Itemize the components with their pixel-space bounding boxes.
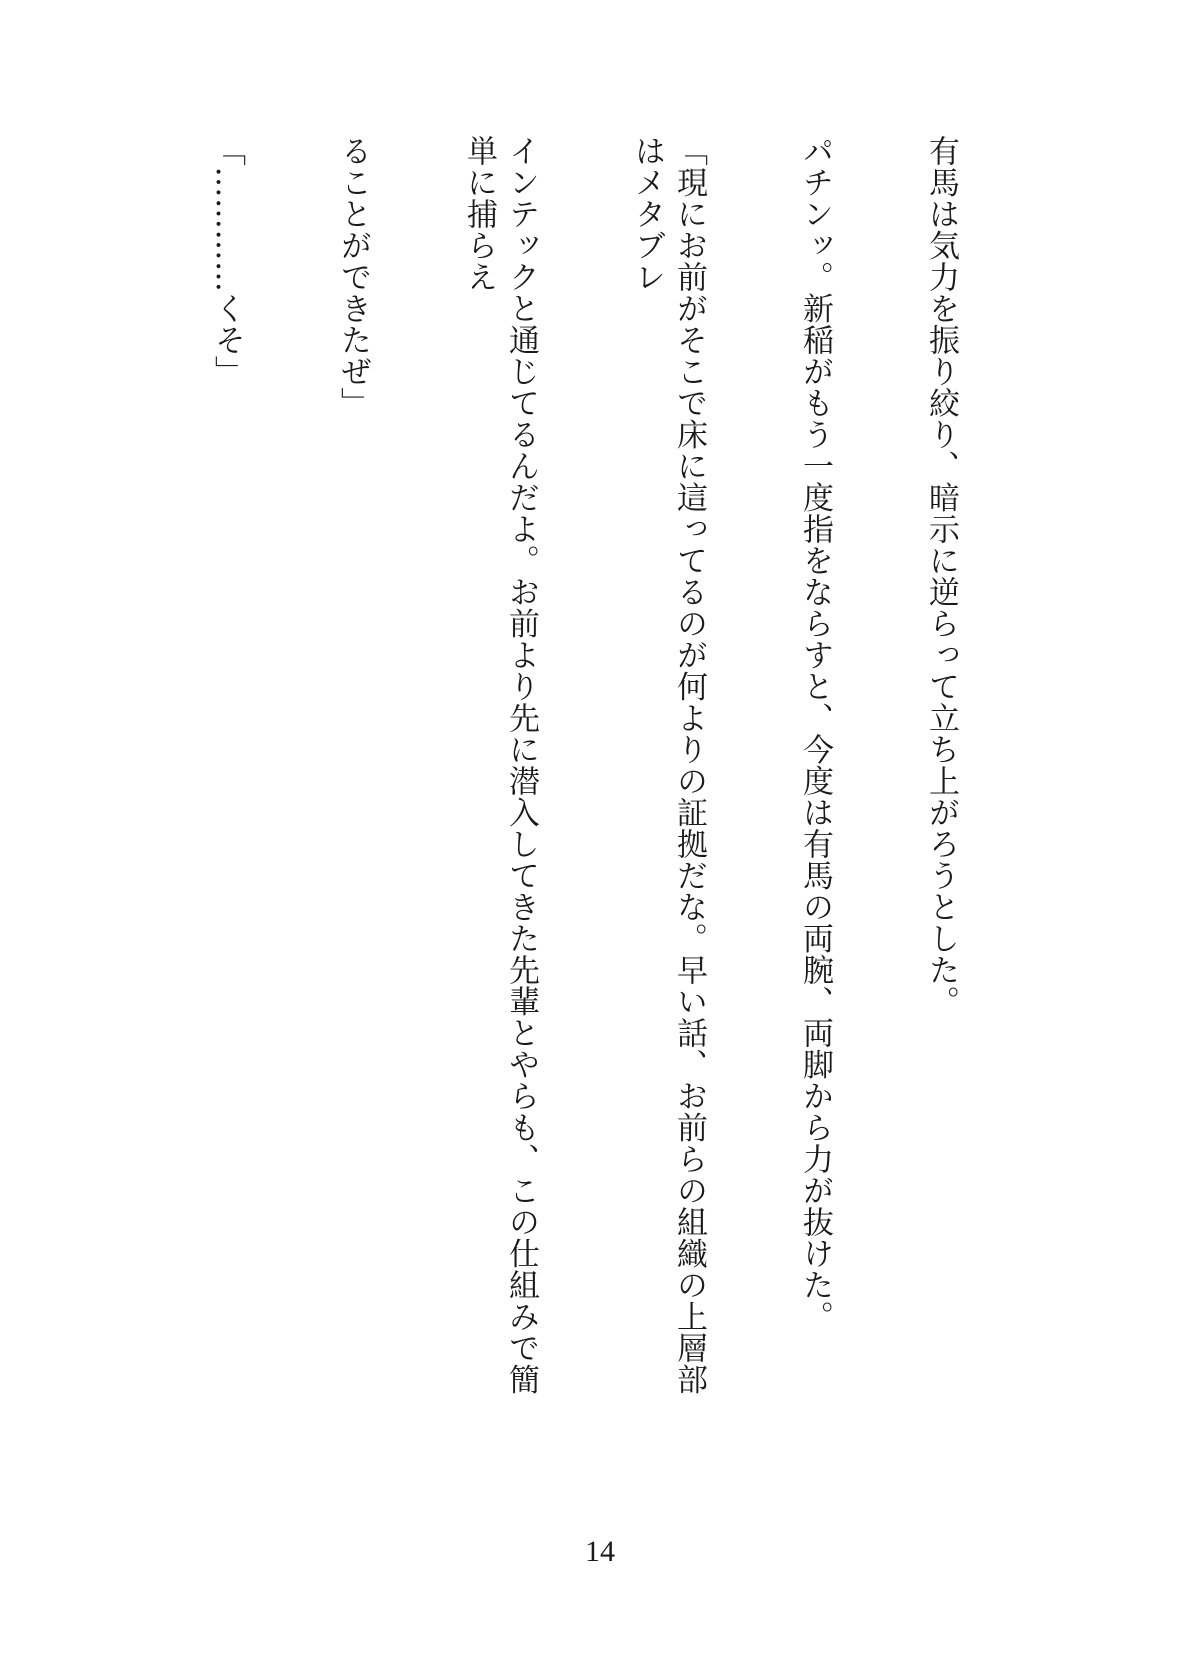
text-line: 「現にお前がそこで床に這ってるのが何よりの証拠だな。早い話、お前らの組織の上層部はメタブレ bbox=[629, 135, 707, 1395]
blank-line bbox=[80, 135, 122, 1405]
vertical-body-text bbox=[0, 135, 1046, 1405]
text-line: ることができたぜ」 bbox=[335, 135, 371, 419]
page-number: 14 bbox=[585, 1535, 615, 1568]
text-line: パチンッ。新稲がもう一度指をならすと、今度は有馬の両腕、両脚から力が抜けた。 bbox=[797, 135, 833, 1332]
text-line: 「…………くそ」 bbox=[209, 135, 245, 387]
text-line: 有馬は気力を振り絞り、暗示に逆らって立ち上がろうとした。 bbox=[923, 135, 959, 1017]
text-line: インテックと通じてるんだよ。お前より先に潜入してきた先輩とやらも、この仕組みで簡単に捕らえ bbox=[461, 135, 539, 1395]
